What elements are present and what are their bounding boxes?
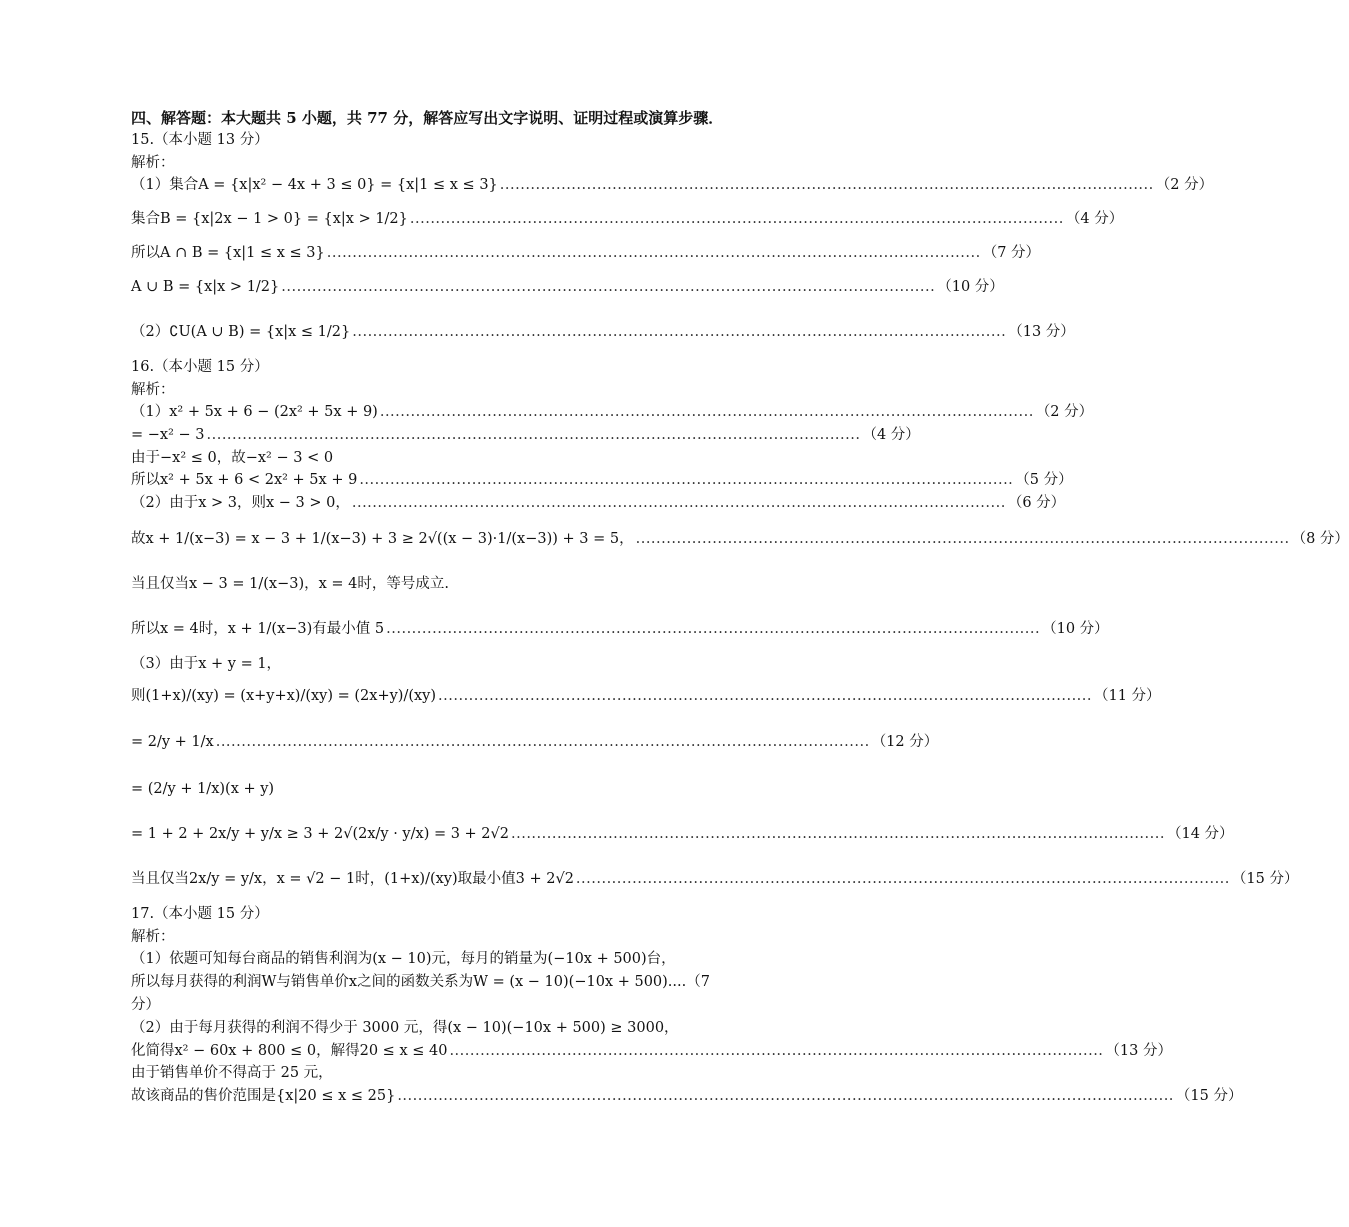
score: （15 分） [1175,1088,1243,1104]
line-text: 集合B = {x|2x − 1 > 0} = {x|x > 1/2} [131,211,408,227]
dot-leader: ........................................................................................................................................................ [397,1088,1174,1104]
solution-line [131,823,1234,845]
score: （2 分） [1035,404,1094,420]
score: （7 分） [982,245,1041,261]
score: （2 分） [1155,177,1214,193]
solution-line [131,469,1073,491]
dot-leader: ................................................................................................................................ [352,324,1007,340]
solution-line [131,276,1004,298]
solution-label: 解析： [131,929,175,945]
score: （4 分） [862,427,920,443]
solution-line [131,208,1124,230]
line-text: = 2/y + 1/x [131,734,214,750]
solution-label: 解析： [131,382,175,398]
solution-line: （3）由于x + y = 1， [131,656,282,672]
dot-leader: ................................................................................................................................ [635,531,1290,547]
solution-line: 由于−x² ≤ 0，故−x² − 3 < 0 [131,450,334,466]
dot-leader: ................................................................................................................................ [206,427,861,443]
score: （12 分） [871,734,939,750]
solution-label: 解析： [131,155,175,171]
score: （10 分） [937,279,1004,295]
line-text: 故该商品的售价范围是{x|20 ≤ x ≤ 25} [131,1088,396,1104]
solution-line [131,242,1041,264]
line-text: = 1 + 2 + 2x/y + y/x ≥ 3 + 2√(2x/y · y/x) = 3 + 2√2 [131,826,509,842]
line-text: = −x² − 3 [131,427,205,443]
line-text: 所以x² + 5x + 6 < 2x² + 5x + 9 [131,472,358,488]
line-text: A ∪ B = {x|x > 1/2} [131,279,280,295]
section-header: 四、解答题：本大题共 5 小题，共 77 分，解答应写出文字说明、证明过程或演算步骤． [131,109,724,127]
problem-15-title: 15.（本小题 13 分） [131,132,269,148]
score: （11 分） [1094,688,1161,704]
score: （5 分） [1015,472,1073,488]
solution-line [131,868,1299,890]
solution-line: 所以每月获得的利润W与销售单价x之间的函数关系为W = (x − 10)(−10x + 500)....（7 [131,974,710,990]
solution-line [131,1040,1172,1062]
solution-line: 由于销售单价不得高于 25 元， [131,1065,333,1081]
solution-line [131,528,1349,550]
line-text: （2）由于x > 3，则x − 3 > 0， [131,495,350,511]
dot-leader: ................................................................................................................................ [379,404,1034,420]
dot-leader: ................................................................................................................................ [215,734,870,750]
dot-leader: ................................................................................................................................ [438,688,1092,704]
line-text: （2）∁U(A ∪ B) = {x|x ≤ 1/2} [131,324,351,340]
solution-line [131,424,920,446]
solution-line: 当且仅当x − 3 = 1/(x−3)，x = 4时，等号成立. [131,576,449,592]
score: （15 分） [1231,871,1299,887]
score: （13 分） [1008,324,1075,340]
solution-line [131,618,1109,640]
line-text: （1）集合A = {x|x² − 4x + 3 ≤ 0} = {x|1 ≤ x ≤ 3} [131,177,498,193]
dot-leader: ................................................................................................................................ [386,621,1041,637]
line-text: 化简得x² − 60x + 800 ≤ 0，解得20 ≤ x ≤ 40 [131,1043,448,1059]
solution-line: 分） [131,997,160,1013]
solution-line [131,401,1094,423]
line-text: 故x + 1/(x−3) = x − 3 + 1/(x−3) + 3 ≥ 2√((x − 3)·1/(x−3)) + 3 = 5， [131,531,634,547]
solution-line [131,1085,1243,1107]
solution-line [131,321,1075,343]
solution-line [131,174,1214,196]
dot-leader: ................................................................................................................................ [326,245,981,261]
line-text: 所以A ∩ B = {x|1 ≤ x ≤ 3} [131,245,325,261]
dot-leader: ................................................................................................................................ [409,211,1064,227]
score: （13 分） [1105,1043,1172,1059]
solution-line [131,685,1161,707]
solution-line: = (2/y + 1/x)(x + y) [131,781,275,797]
score: （8 分） [1291,531,1349,547]
score: （6 分） [1007,495,1066,511]
line-text: 当且仅当2x/y = y/x，x = √2 − 1时，(1+x)/(xy)取最小值3 + 2√2 [131,871,574,887]
dot-leader: ................................................................................................................................ [351,495,1006,511]
dot-leader: ................................................................................................................................ [575,871,1230,887]
solution-line [131,492,1066,514]
dot-leader: ................................................................................................................................ [499,177,1154,193]
problem-17-title: 17.（本小题 15 分） [131,906,269,922]
line-text: 则(1+x)/(xy) = (x+y+x)/(xy) = (2x+y)/(xy) [131,688,437,704]
score: （4 分） [1065,211,1124,227]
dot-leader: ................................................................................................................................ [511,826,1165,842]
line-text: 所以x = 4时，x + 1/(x−3)有最小值 5 [131,621,385,637]
problem-16-title: 16.（本小题 15 分） [131,359,269,375]
solution-line: （1）依题可知每台商品的销售利润为(x − 10)元，每月的销量为(−10x + 500)台， [131,951,676,967]
dot-leader: ................................................................................................................................ [281,279,936,295]
score: （10 分） [1042,621,1109,637]
solution-line: （2）由于每月获得的利润不得少于 3000 元，得(x − 10)(−10x + 500) ≥ 3000， [131,1020,679,1036]
dot-leader: ................................................................................................................................ [449,1043,1104,1059]
score: （14 分） [1166,826,1234,842]
solution-line [131,731,939,753]
dot-leader: ................................................................................................................................ [359,472,1014,488]
line-text: （1）x² + 5x + 6 − (2x² + 5x + 9) [131,404,378,420]
